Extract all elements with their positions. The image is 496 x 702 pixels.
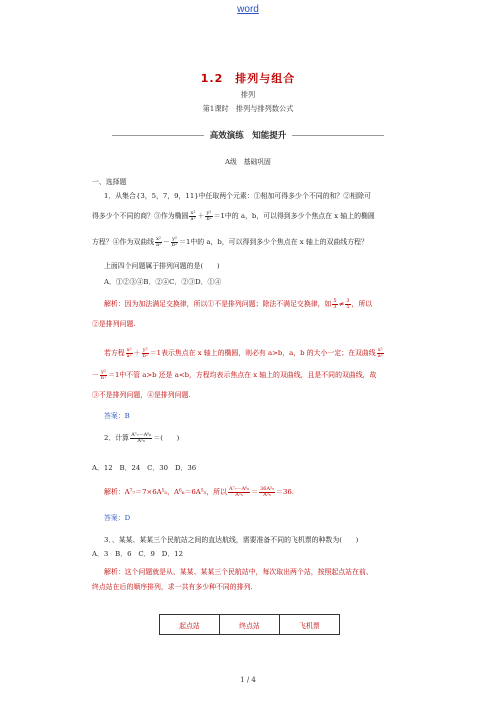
lesson-title: 第1课时 排列与排列数公式 — [202, 104, 294, 113]
page-number: 1 / 4 — [240, 676, 256, 684]
q1-analysis-1: 解析：因为加法满足交换律，所以①不是排列问题；除法不满足交换律，如 $\frac{5}{3}$ ≠ $\frac{3}{5}$ ，所以 — [104, 297, 373, 310]
q1-line1: 1．从集合{3，5，7，9，11}中任取两个元素：①相加可得多少个不同的和？②相除可 — [104, 192, 371, 200]
fraction: $\frac{5}{3}$ — [333, 297, 337, 310]
part-heading: 一、选择题 — [92, 178, 127, 186]
fraction: $\frac{\text{y²}}{\text{b²}}$ — [100, 368, 107, 381]
fraction: $\frac{\text{A⁷₇－A⁶₆}}{\text{A⁵₅}}$ — [228, 485, 250, 498]
fraction: $\frac{\text{x²}}{\text{a²}}$ — [190, 209, 196, 222]
q1-analysis-2: ②是排列问题. — [92, 320, 136, 328]
q1-line2: 得多少个不同的商？③作为椭圆 $\frac{\text{x²}}{\text{a²}}$ ＋ $\frac{\text{y²}}{\text{b²}}$ ＝1中的 a，b，可以得到多少个焦点在 x 轴上的椭圆 — [92, 209, 375, 222]
table-header-cell: 飞机票 — [280, 615, 340, 635]
q1-line3: 方程？④作为双曲线 $\frac{\text{x²}}{\text{a²}}$ － $\frac{\text{y²}}{\text{b²}}$ ＝1中的 a，b，可以得到多少个焦点在 x 轴上的双曲线方程？ — [92, 235, 368, 248]
header-link[interactable]: word — [237, 4, 259, 15]
q2-stem: 2．计算 $\frac{\text{A⁷₇－A⁶₆}}{\text{A⁵₅}}$ ＝( ) — [104, 431, 180, 444]
level-heading: A级 基础巩固 — [225, 158, 271, 166]
q1-answer: 答案：B — [104, 412, 130, 420]
fraction: $\frac{3}{5}$ — [346, 297, 350, 310]
q1-options: A．①②③④B．②④C．②③D．①④ — [104, 278, 222, 286]
page-title: 1.2 排列与组合 — [200, 72, 296, 85]
table-row — [160, 615, 340, 635]
q2-options: A．12 B．24 C．30 D．36 — [92, 464, 197, 472]
q1-analysis-3: 若方程 $\frac{\text{x²}}{\text{a²}}$ ＋ $\frac{\text{y²}}{\text{b²}}$ ＝1表示焦点在 x 轴上的椭圆，则必有 a>b，a，b 的大小一定；在双曲线 $\frac{\text{x²}}{\text{a²}}$ — [104, 346, 383, 359]
q1-analysis-5: ③不是排列问题，④是排列问题. — [92, 391, 191, 399]
fraction: $\frac{\text{36A⁵₅}}{\text{A⁵₅}}$ — [260, 485, 275, 498]
table-header-cell: 终点站 — [220, 615, 280, 635]
q3-analysis-1: 解析：这个问题就是从、某某、某某三个民航站中，每次取出两个站，按照起点站在前、 — [104, 568, 373, 576]
q2-answer: 答案：D — [104, 514, 131, 522]
q3-stem: 3．、某某、某某三个民航站之间的直达航线，需要准备不同的飞机票的种数为( ) — [104, 536, 359, 544]
q1-question: 上面四个问题属于排列问题的是( ) — [104, 262, 220, 270]
fraction: $\frac{\text{y²}}{\text{b²}}$ — [206, 209, 212, 222]
fraction: $\frac{\text{A⁷₇－A⁶₆}}{\text{A⁵₅}}$ — [131, 431, 152, 444]
q3-options: A．3 B．6 C．9 D．12 — [92, 550, 183, 558]
table-header-cell: 起点站 — [160, 615, 220, 635]
q1-analysis-4: － $\frac{\text{y²}}{\text{b²}}$ ＝1中不管 a>b 还是 a<b，方程均表示焦点在 x 轴上的双曲线，且是不同的双曲线，故 — [92, 368, 377, 381]
fraction: $\frac{\text{y²}}{\text{b²}}$ — [171, 235, 178, 248]
ticket-table — [159, 614, 340, 635]
section-title: 高效演练 知能提升 — [209, 131, 287, 141]
fraction: $\frac{\text{x²}}{\text{a²}}$ — [126, 346, 132, 359]
fraction: $\frac{\text{y²}}{\text{b²}}$ — [142, 346, 148, 359]
fraction: $\frac{\text{x²}}{\text{a²}}$ — [156, 235, 162, 248]
fraction: $\frac{\text{x²}}{\text{a²}}$ — [377, 346, 383, 359]
subtitle: 排列 — [240, 90, 256, 99]
q3-analysis-2: 终点站在后的顺序排列，求一共有多少种不同的排列. — [92, 583, 253, 591]
q2-analysis: 解析：A⁷₇＝7×6A⁵₅，A⁶₆＝6A⁵₅，所以 $\frac{\text{A⁷₇－A⁶₆}}{\text{A⁵₅}}$ ＝ $\frac{\text{36A⁵₅}}{\text{A⁵₅}}$ ＝36. — [104, 485, 294, 498]
